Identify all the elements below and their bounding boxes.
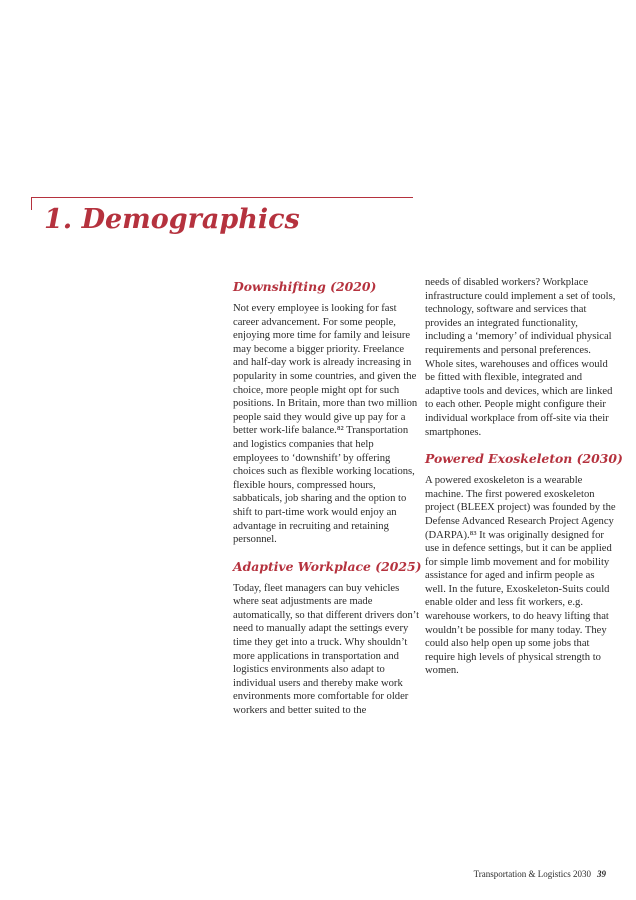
adaptive-workplace-body-part2: needs of disabled workers? Workplace infrastructure could implement a set of tools, technology, software and services that provides an integrated functionality, including a ‘memory’ of individual physical requirements and personal preferences. Whole sites, warehouses and offices would be fitted with flexible, integrated and adaptive tools and devices, which are linked to each other. People might configure their individual workplace from off-site via their smartphones. [425,277,616,438]
section-rule-top [31,197,413,198]
page-number: 39 [597,869,606,879]
downshifting-heading: Downshifting (2020) [233,279,377,294]
section-title: 1. Demographics [44,204,300,235]
powered-exoskeleton-body: A powered exoskeleton is a wearable machine. The first powered exoskeleton project (BLEEX project) was founded by the Defense Advanced Research Project Agency (DARPA).⁸³ It was originally designed for use in defence settings, but it can be applied for simple limb movement and for mobility assistance for aged and infirm people as well. In the future, Exoskeleton-Suits could enable older and less fit workers, e.g. warehouse workers, to do heavy lifting that wouldn’t be possible for many today. They could also help open up some jobs that require high levels of physical strength to women. [425,475,616,677]
right-column [425,276,623,678]
publication-title: Transportation & Logistics 2030 [473,869,591,879]
powered-exoskeleton-heading: Powered Exoskeleton (2030) [425,451,623,467]
adaptive-workplace-body-part1: Today, fleet managers can buy vehicles where seat adjustments are made automatically, so that different drivers don’t need to manually adapt the settings every time they get into a truck. Why shouldn’t more applications in transportation and logistics environments also adapt to individual users and thereby make work environments more comfortable for older workers and better suited to the [233,582,420,717]
page-footer [474,868,606,880]
section-rule-left [31,197,32,210]
downshifting-body: Not every employee is looking for fast career advancement. For some people, enjoying more time for family and leisure may become a bigger priority. Freelance and half-day work is already increasing in popularity in some countries, and given the choice, more people might opt for such positions. In Britain, more than two million people said they would give up pay for a better work-life balance.⁸² Transportation and logistics companies that help employees to ‘downshift’ by offering choices such as flexible working locations, flexible hours, compressed hours, sabbaticals, job sharing and the option to shift to part-time work would enjoy an advantage in recruiting and retaining personnel. [233,303,418,546]
adaptive-workplace-heading: Adaptive Workplace (2025) [233,558,422,574]
left-column [233,278,421,718]
